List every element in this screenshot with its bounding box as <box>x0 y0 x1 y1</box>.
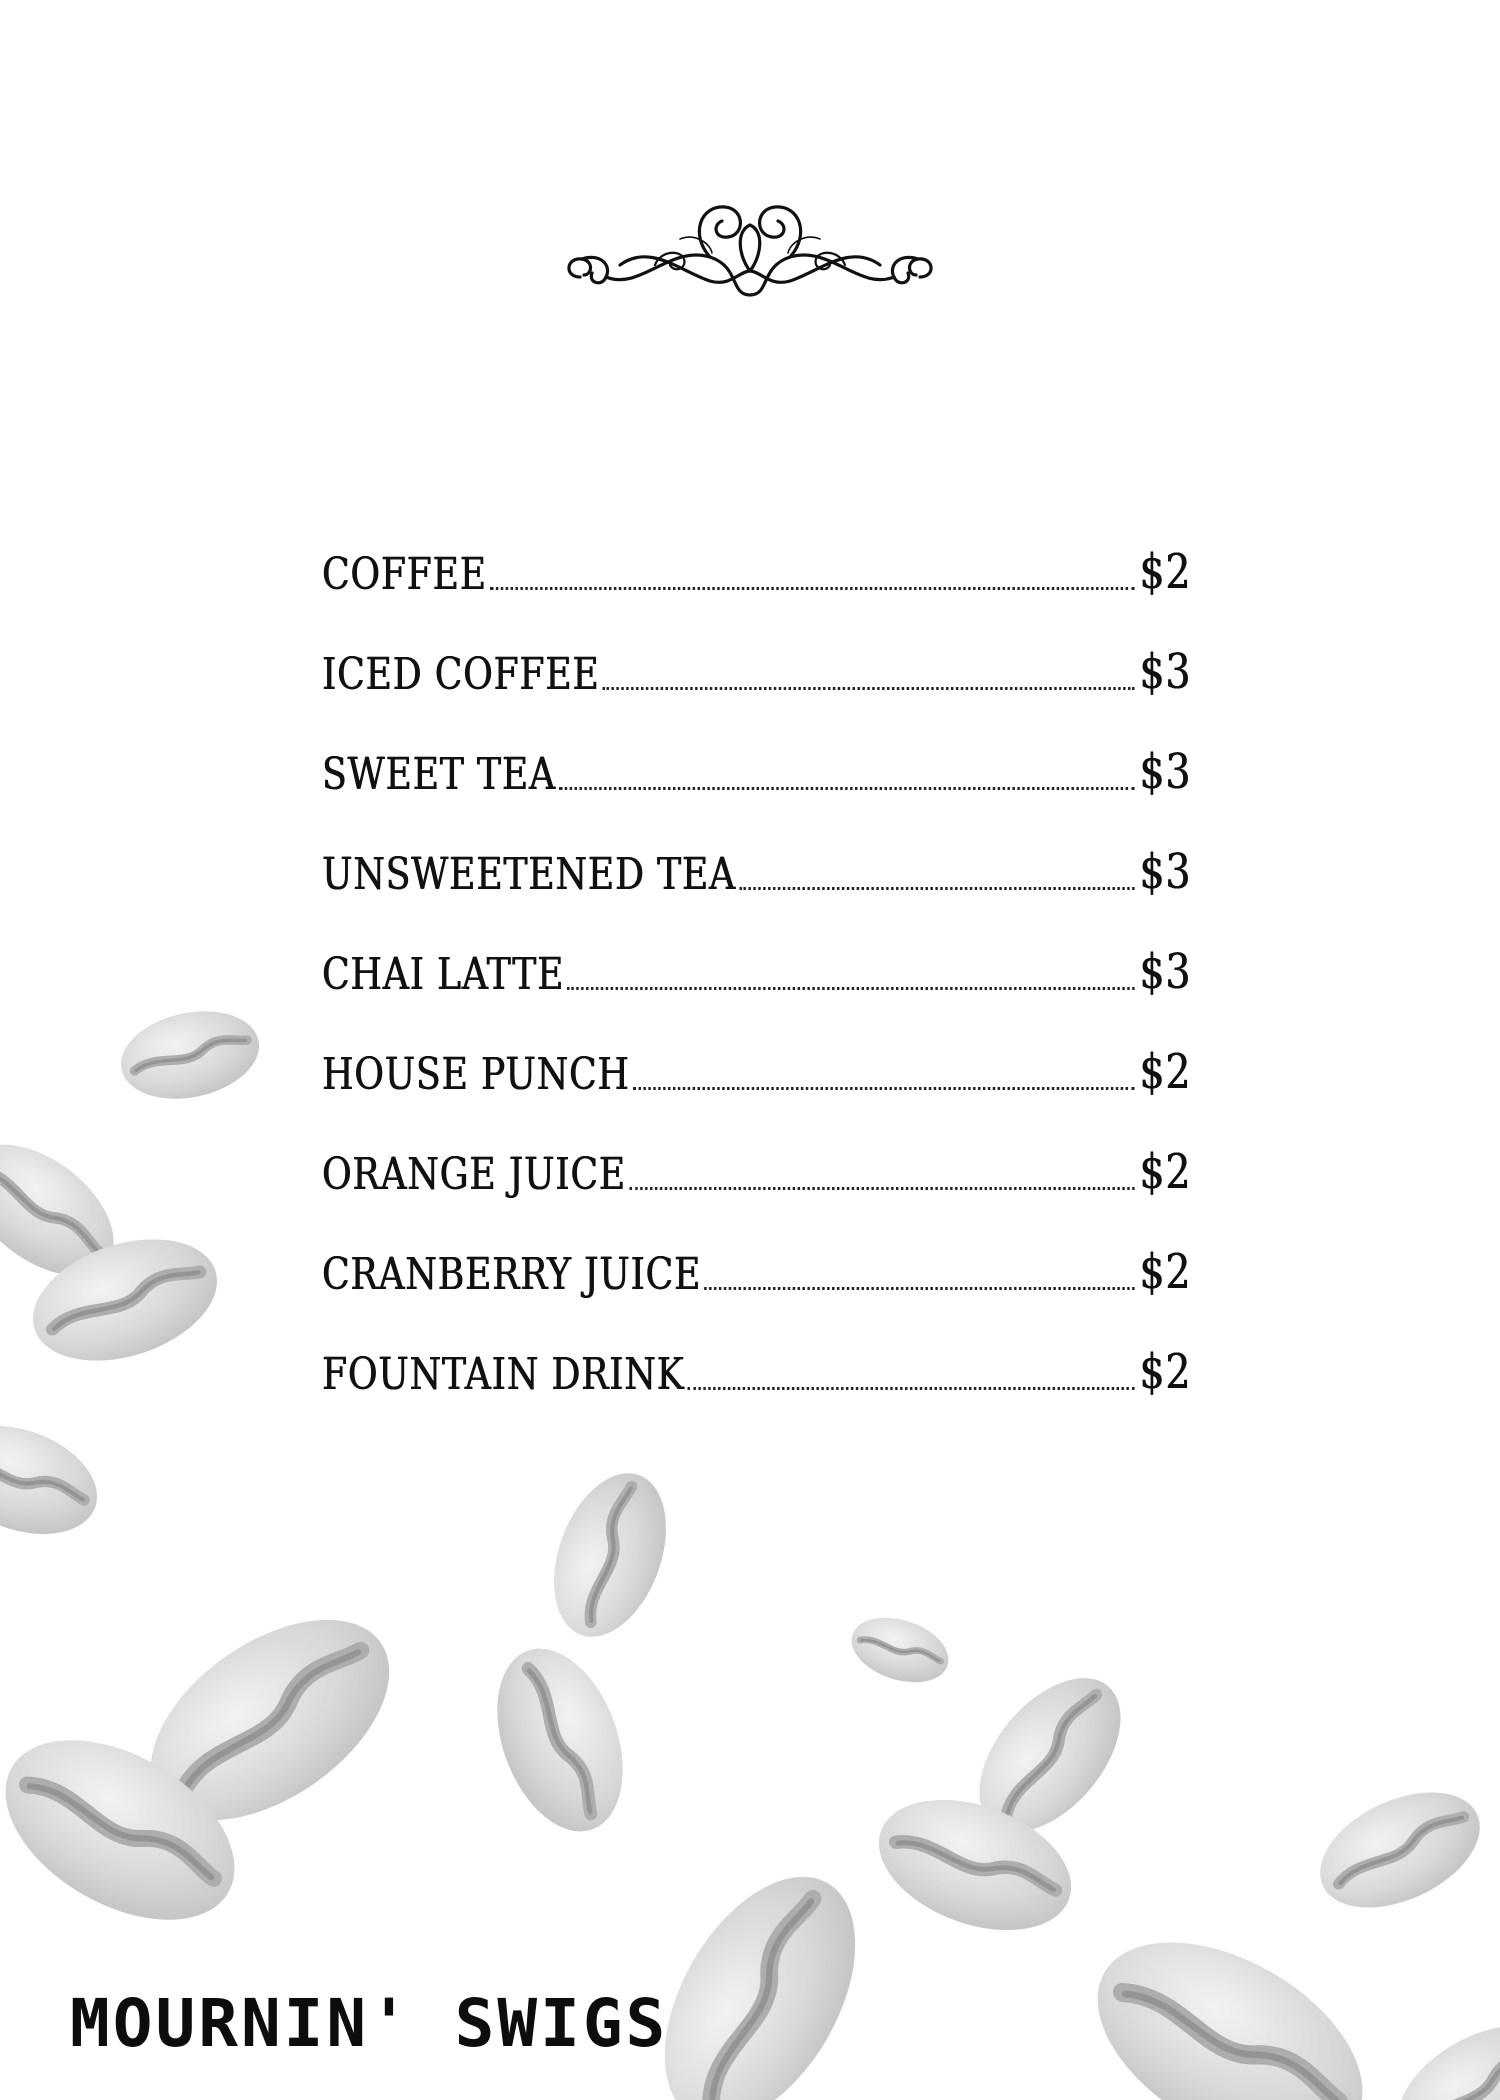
dot-leader <box>633 1087 1135 1090</box>
menu-item-price: $2 <box>1139 1344 1192 1400</box>
menu-item-price: $2 <box>1139 1144 1192 1200</box>
menu-item <box>322 1000 1191 1100</box>
dot-leader <box>568 987 1135 990</box>
menu-item <box>322 900 1191 1000</box>
menu-item <box>322 1300 1191 1400</box>
dot-leader <box>688 1387 1135 1390</box>
drinks-menu-list <box>322 500 1192 1400</box>
menu-item <box>322 1100 1191 1200</box>
menu-title: MOURNIN' SWIGS <box>70 1985 669 2062</box>
menu-item <box>322 600 1191 700</box>
flourish-ornament-icon <box>560 195 940 305</box>
menu-item <box>322 800 1191 900</box>
dot-leader <box>559 787 1134 790</box>
menu-item-price: $2 <box>1139 1044 1192 1100</box>
menu-item-name: FOUNTAIN DRINK <box>322 1349 685 1400</box>
menu-item-name: ORANGE JUICE <box>322 1149 626 1200</box>
dot-leader <box>739 887 1134 890</box>
dot-leader <box>704 1287 1134 1290</box>
menu-item-name: SWEET TEA <box>322 749 556 800</box>
dot-leader <box>629 1187 1134 1190</box>
menu-item <box>322 500 1191 600</box>
menu-item-price: $2 <box>1139 544 1192 600</box>
menu-item-name: CHAI LATTE <box>322 949 565 1000</box>
menu-item <box>322 700 1191 800</box>
dot-leader <box>603 687 1135 690</box>
menu-item-name: CRANBERRY JUICE <box>322 1249 702 1300</box>
menu-item <box>322 1200 1191 1300</box>
menu-item-name: ICED COFFEE <box>322 649 600 700</box>
menu-item-name: COFFEE <box>322 549 487 600</box>
menu-item-price: $2 <box>1139 1244 1192 1300</box>
menu-item-price: $3 <box>1139 644 1192 700</box>
dot-leader <box>490 587 1134 590</box>
menu-item-price: $3 <box>1139 844 1192 900</box>
menu-item-price: $3 <box>1139 944 1192 1000</box>
menu-item-name: UNSWEETENED TEA <box>322 849 736 900</box>
menu-item-price: $3 <box>1139 744 1192 800</box>
menu-item-name: HOUSE PUNCH <box>322 1049 630 1100</box>
